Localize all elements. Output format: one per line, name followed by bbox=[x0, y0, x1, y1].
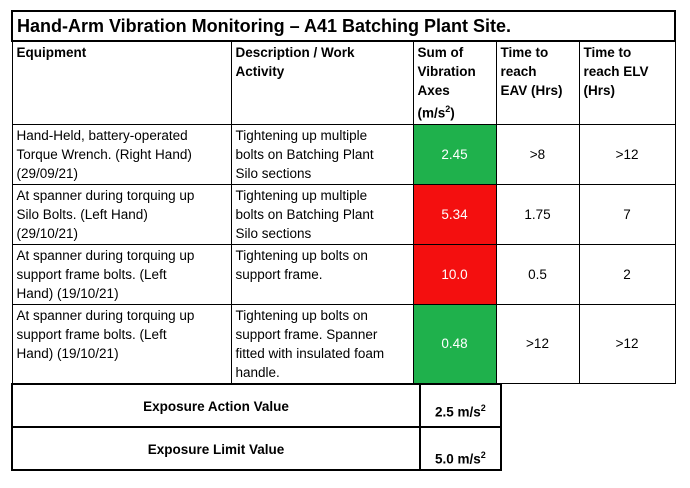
elv-time-cell: >12 bbox=[579, 304, 675, 383]
equipment-cell: At spanner during torquing up support frame bolts. (Left Hand) (19/10/21) bbox=[12, 244, 231, 304]
header-description: Description / Work Activity bbox=[231, 41, 413, 124]
description-cell: Tightening up multiple bolts on Batching Plant Silo sections bbox=[231, 124, 413, 184]
description-cell: Tightening up bolts on support frame. Spanner fitted with insulated foam handle. bbox=[231, 304, 413, 383]
elv-value: 5.0 $m/s^2$ bbox=[435, 450, 486, 467]
header-row bbox=[12, 41, 675, 124]
elv-time-cell: 7 bbox=[579, 184, 675, 244]
eav-time-cell: >8 bbox=[496, 124, 579, 184]
eav-label-box bbox=[11, 383, 421, 428]
table-title: Hand-Arm Vibration Monitoring – A41 Batching Plant Site. bbox=[12, 11, 675, 41]
vibration-value-cell: 2.45 bbox=[413, 124, 496, 184]
description-cell: Tightening up multiple bolts on Batching Plant Silo sections bbox=[231, 184, 413, 244]
header-time-eav: Time to reach EAV (Hrs) bbox=[496, 41, 579, 124]
header-sum-axes: Sum of Vibration Axes $(m/s^2)$ bbox=[413, 41, 496, 124]
equipment-cell: Hand-Held, battery-operated Torque Wrench. (Right Hand) (29/09/21) bbox=[12, 124, 231, 184]
eav-value-box bbox=[419, 383, 502, 428]
description-cell: Tightening up bolts on support frame. bbox=[231, 244, 413, 304]
eav-time-cell: >12 bbox=[496, 304, 579, 383]
elv-label-box bbox=[11, 426, 421, 471]
vibration-value-cell: 0.48 bbox=[413, 304, 496, 383]
equipment-cell: At spanner during torquing up support frame bolts. (Left Hand) (19/10/21) bbox=[12, 304, 231, 383]
header-equipment: Equipment bbox=[12, 41, 231, 124]
equipment-cell: At spanner during torquing up Silo Bolts. (Left Hand) (29/10/21) bbox=[12, 184, 231, 244]
elv-label: Exposure Limit Value bbox=[147, 442, 285, 457]
eav-value: 2.5 $m/s^2$ bbox=[435, 403, 486, 420]
vibration-value-cell: 5.34 bbox=[413, 184, 496, 244]
eav-label: Exposure Action Value bbox=[143, 399, 289, 414]
elv-value-box bbox=[419, 426, 502, 471]
table-row bbox=[12, 244, 675, 304]
eav-time-cell: 0.5 bbox=[496, 244, 579, 304]
vibration-value-cell: 10.0 bbox=[413, 244, 496, 304]
vibration-monitoring-table bbox=[11, 10, 676, 384]
elv-time-cell: >12 bbox=[579, 124, 675, 184]
header-time-elv: Time to reach ELV (Hrs) bbox=[579, 41, 675, 124]
table-row bbox=[12, 124, 675, 184]
table-row bbox=[12, 184, 675, 244]
eav-time-cell: 1.75 bbox=[496, 184, 579, 244]
elv-time-cell: 2 bbox=[579, 244, 675, 304]
vibration-monitoring-table-container bbox=[11, 10, 674, 384]
table-row bbox=[12, 304, 675, 383]
